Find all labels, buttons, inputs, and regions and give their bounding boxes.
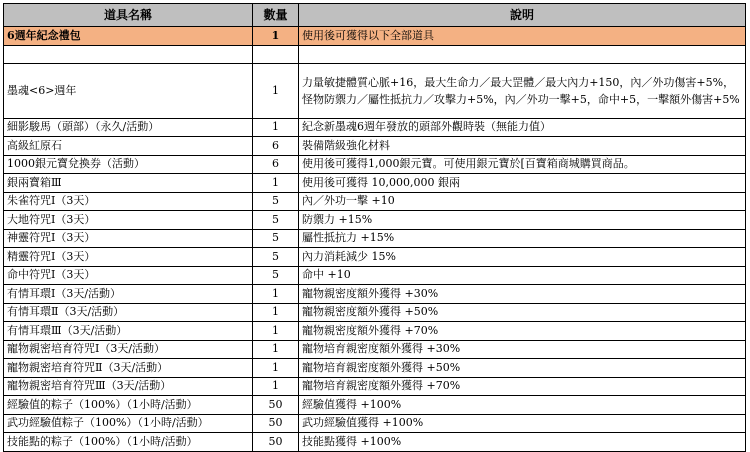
item-desc: 防禦力 +15% [299, 211, 746, 230]
table-row [4, 248, 746, 267]
item-qty: 1 [253, 359, 299, 378]
item-name: 有情耳環Ⅱ（3天/活動） [4, 303, 253, 322]
header-description: 說明 [299, 4, 746, 27]
item-name: 寵物親密培育符咒Ⅱ（3天/活動） [4, 359, 253, 378]
item-qty: 5 [253, 192, 299, 211]
item-desc: 技能點獲得 +100% [299, 433, 746, 452]
item-qty: 1 [253, 174, 299, 193]
table-row-title-item [4, 63, 746, 118]
table-row [4, 137, 746, 156]
item-qty: 1 [253, 27, 299, 46]
item-qty: 1 [253, 340, 299, 359]
table-row-empty [4, 45, 746, 63]
table-row [4, 211, 746, 230]
table-row [4, 359, 746, 378]
item-name: 寵物親密培育符咒Ⅲ（3天/活動） [4, 377, 253, 396]
item-qty: 6 [253, 155, 299, 174]
table-row [4, 396, 746, 415]
item-name: 大地符咒Ⅰ（3天） [4, 211, 253, 230]
item-desc: 寵物培育親密度額外獲得 +50% [299, 359, 746, 378]
item-qty: 1 [253, 303, 299, 322]
item-qty: 50 [253, 433, 299, 452]
item-desc: 寵物親密度額外獲得 +70% [299, 322, 746, 341]
item-name: 銀兩寶箱Ⅲ [4, 174, 253, 193]
table-row [4, 414, 746, 433]
item-name: 神靈符咒Ⅰ（3天） [4, 229, 253, 248]
item-desc-line: 怪物防禦力／屬性抵抗力／攻擊力+5%，內／外功一擊+5，命中+5，一擊額外傷害+5% [302, 92, 740, 106]
table-row [4, 155, 746, 174]
item-name: 有情耳環Ⅰ（3天/活動） [4, 285, 253, 304]
item-qty: 5 [253, 248, 299, 267]
item-qty: 5 [253, 229, 299, 248]
table-row [4, 322, 746, 341]
table-row-gift-pack [4, 27, 746, 46]
item-desc: 經驗值獲得 +100% [299, 396, 746, 415]
item-desc: 武功經驗值獲得 +100% [299, 414, 746, 433]
item-qty: 50 [253, 414, 299, 433]
table-row [4, 174, 746, 193]
items-table [3, 3, 746, 452]
item-name: 1000銀元寶兌換券（活動） [4, 155, 253, 174]
item-qty: 50 [253, 396, 299, 415]
item-desc: 屬性抵抗力 +15% [299, 229, 746, 248]
empty-cell [253, 45, 299, 63]
item-desc: 紀念新墨魂6週年發放的頭部外觀時裝（無能力值） [299, 118, 746, 137]
item-name: 墨魂<6>週年 [4, 63, 253, 118]
header-item-name: 道具名稱 [4, 4, 253, 27]
table-row [4, 377, 746, 396]
table-header-row [4, 4, 746, 27]
item-qty: 5 [253, 211, 299, 230]
item-desc: 內／外功一擊 +10 [299, 192, 746, 211]
item-name: 命中符咒Ⅰ（3天） [4, 266, 253, 285]
item-desc: 使用後可獲得 10,000,000 銀兩 [299, 174, 746, 193]
table-row [4, 229, 746, 248]
item-name: 朱雀符咒Ⅰ（3天） [4, 192, 253, 211]
table-row [4, 192, 746, 211]
table-row [4, 285, 746, 304]
item-qty: 5 [253, 266, 299, 285]
table-row [4, 303, 746, 322]
item-desc: 寵物培育親密度額外獲得 +30% [299, 340, 746, 359]
item-desc: 寵物培育親密度額外獲得 +70% [299, 377, 746, 396]
item-desc: 內力消耗減少 15% [299, 248, 746, 267]
item-name: 技能點的粽子（100%）（1小時/活動） [4, 433, 253, 452]
item-name: 有情耳環Ⅲ（3天/活動） [4, 322, 253, 341]
item-desc [299, 63, 746, 118]
item-name: 精靈符咒Ⅰ（3天） [4, 248, 253, 267]
item-desc: 寵物親密度額外獲得 +30% [299, 285, 746, 304]
item-name: 經驗值的粽子（100%）（1小時/活動） [4, 396, 253, 415]
item-qty: 6 [253, 137, 299, 156]
item-desc: 使用後可獲得以下全部道具 [299, 27, 746, 46]
empty-cell [299, 45, 746, 63]
item-name: 高級紅原石 [4, 137, 253, 156]
empty-cell [4, 45, 253, 63]
item-qty: 1 [253, 322, 299, 341]
header-quantity: 數量 [253, 4, 299, 27]
item-name: 寵物親密培育符咒Ⅰ（3天/活動） [4, 340, 253, 359]
item-qty: 1 [253, 285, 299, 304]
item-name: 6週年紀念禮包 [4, 27, 253, 46]
table-row [4, 266, 746, 285]
items-table-container [3, 3, 746, 452]
item-name: 細影駿馬（頭部）（永久/活動） [4, 118, 253, 137]
item-desc: 使用後可獲得1,000銀元寶。可使用銀元寶於[百寶箱商城購買商品。 [299, 155, 746, 174]
table-row [4, 118, 746, 137]
item-name: 武功經驗值粽子（100%）（1小時/活動） [4, 414, 253, 433]
item-desc: 寵物親密度額外獲得 +50% [299, 303, 746, 322]
item-desc: 裝備階級強化材料 [299, 137, 746, 156]
table-row [4, 340, 746, 359]
item-qty: 1 [253, 118, 299, 137]
item-qty: 1 [253, 63, 299, 118]
item-desc: 命中 +10 [299, 266, 746, 285]
item-desc-line: 力量敏捷體質心脈+16，最大生命力／最大罡體／最大內力+150，內／外功傷害+5%， [302, 75, 735, 89]
item-qty: 1 [253, 377, 299, 396]
